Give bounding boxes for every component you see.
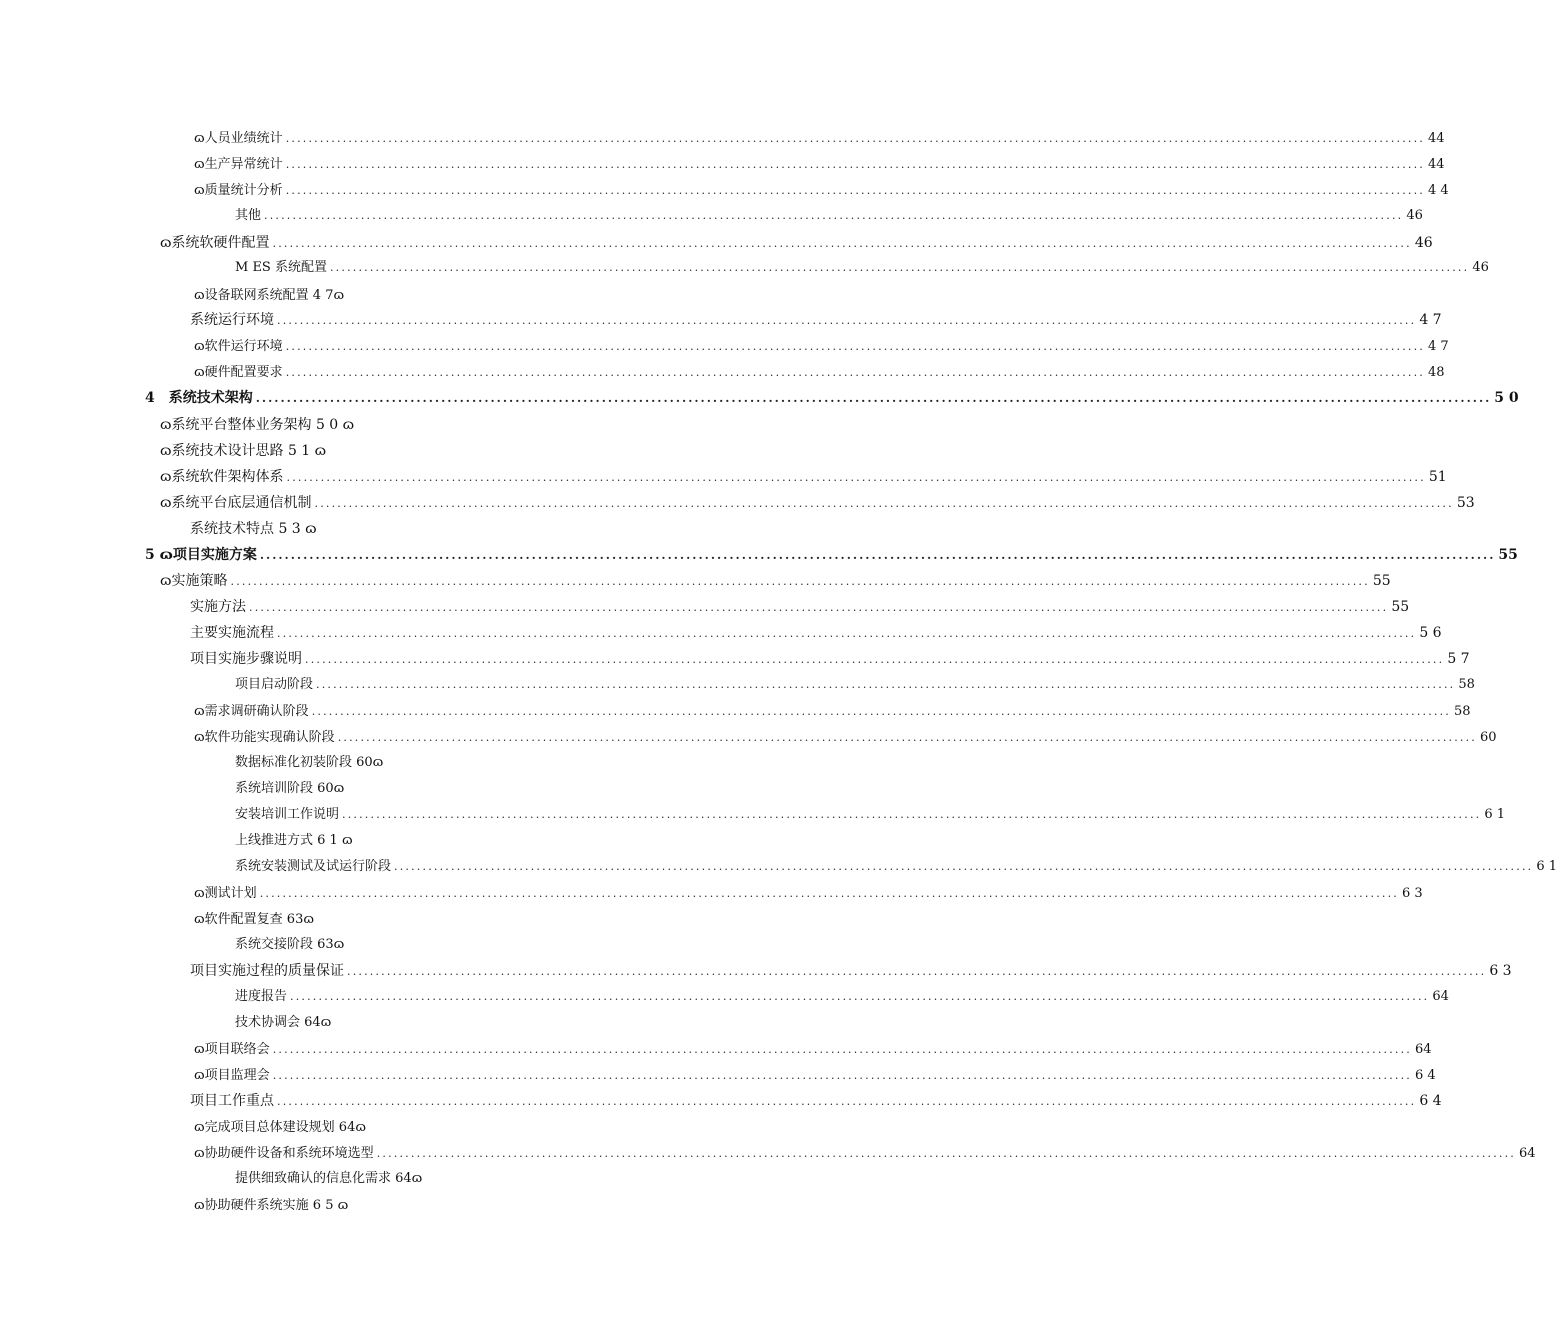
toc-page-number: 46 <box>1414 235 1433 251</box>
toc-page-number: 4 7 <box>1428 339 1449 354</box>
toc-entry-title: 安装培训工作说明 <box>235 807 340 822</box>
toc-dot-leader: ........................................................................................................................................................................................................ <box>285 158 1426 171</box>
toc-entry-title: 系统培训阶段 60ɷ <box>235 781 345 796</box>
toc-entry-title: 系统技术特点 5 3 ɷ <box>190 521 317 537</box>
toc-entry-title: 提供细致确认的信息化需求 64ɷ <box>235 1171 423 1186</box>
toc-entry-title: ɷ系统平台整体业务架构 5 0 ɷ <box>160 417 355 433</box>
toc-entry-title: ɷ项目联络会 <box>194 1042 270 1057</box>
toc-dot-leader: ........................................................................................................................................................................................................ <box>230 575 1370 588</box>
toc-entry[interactable] <box>194 703 1471 721</box>
toc-entry-title: ɷ实施策略 <box>160 573 228 589</box>
toc-page-number: 55 <box>1391 599 1410 615</box>
toc-entry[interactable] <box>160 572 1391 591</box>
toc-entry-title: ɷ系统平台底层通信机制 <box>160 495 312 511</box>
toc-entry[interactable] <box>190 624 1442 643</box>
toc-entry-title: M ES 系统配置 <box>235 260 327 275</box>
toc-page-number: 6 3 <box>1402 886 1423 901</box>
toc-entry[interactable] <box>145 546 1518 564</box>
toc-entry-title: ɷ硬件配置要求 <box>194 365 283 380</box>
toc-entry-title: ɷ生产异常统计 <box>194 157 283 172</box>
toc-entry[interactable] <box>160 468 1447 487</box>
toc-page-number: 46 <box>1472 260 1489 275</box>
toc-entry-title: 系统运行环境 <box>190 312 274 328</box>
toc-entry-title: 5 ɷ项目实施方案 <box>145 547 257 563</box>
toc-entry-title: 系统安装测试及试运行阶段 <box>235 859 392 874</box>
toc-entry[interactable] <box>190 962 1512 981</box>
toc-dot-leader: ........................................................................................................................................................................................................ <box>255 391 1492 405</box>
toc-dot-leader: ........................................................................................................................................................................................................ <box>376 1147 1517 1160</box>
toc-entry-title: ɷ需求调研确认阶段 <box>194 704 309 719</box>
toc-dot-leader: ........................................................................................................................................................................................................ <box>285 340 1426 353</box>
toc-entry[interactable] <box>235 806 1506 824</box>
toc-entry[interactable] <box>194 338 1449 356</box>
toc-entry-title: ɷ质量统计分析 <box>194 183 283 198</box>
toc-entry[interactable] <box>194 1041 1432 1059</box>
toc-entry-title: ɷ完成项目总体建设规划 64ɷ <box>194 1120 367 1135</box>
toc-entry[interactable] <box>235 259 1489 277</box>
toc-entry-title: ɷ测试计划 <box>194 886 257 901</box>
toc-dot-leader: ........................................................................................................................................................................................................ <box>314 497 1454 510</box>
toc-dot-leader: ........................................................................................................................................................................................................ <box>249 601 1389 614</box>
toc-entry-title: 项目实施过程的质量保证 <box>190 963 344 979</box>
toc-dot-leader: ........................................................................................................................................................................................................ <box>264 209 1404 222</box>
toc-entry[interactable] <box>194 1145 1536 1163</box>
toc-page-number: 55 <box>1372 573 1391 589</box>
toc-entry[interactable] <box>190 598 1410 617</box>
toc-dot-leader: ........................................................................................................................................................................................................ <box>277 627 1417 640</box>
toc-entry[interactable] <box>194 729 1497 747</box>
toc-dot-leader: ........................................................................................................................................................................................................ <box>285 132 1426 145</box>
toc-page-number: 4 4 <box>1428 183 1449 198</box>
toc-dot-leader: ........................................................................................................................................................................................................ <box>259 887 1400 900</box>
toc-page-number: 64 <box>1432 989 1449 1004</box>
toc-dot-leader: ........................................................................................................................................................................................................ <box>272 237 1412 250</box>
toc-dot-leader: ........................................................................................................................................................................................................ <box>286 471 1426 484</box>
toc-entry[interactable] <box>160 416 354 434</box>
toc-entry[interactable] <box>194 182 1449 200</box>
toc-dot-leader: ........................................................................................................................................................................................................ <box>305 653 1445 666</box>
toc-entry[interactable] <box>145 389 1519 407</box>
toc-entry[interactable] <box>235 1170 422 1188</box>
toc-page-number: 55 <box>1498 547 1518 563</box>
toc-dot-leader: ........................................................................................................................................................................................................ <box>272 1069 1413 1082</box>
toc-entry-title: 项目工作重点 <box>190 1093 274 1109</box>
toc-entry-title: 项目实施步骤说明 <box>190 651 302 667</box>
toc-page-number: 64 <box>1415 1042 1432 1057</box>
toc-entry[interactable] <box>235 832 353 850</box>
toc-dot-leader: ........................................................................................................................................................................................................ <box>277 314 1417 327</box>
toc-entry-title: 实施方法 <box>190 599 246 615</box>
toc-entry-title: 数据标准化初装阶段 60ɷ <box>235 755 384 770</box>
toc-entry[interactable] <box>235 988 1449 1006</box>
toc-page-number: 58 <box>1458 677 1475 692</box>
toc-entry[interactable] <box>235 936 344 954</box>
toc-page-number: 58 <box>1454 704 1471 719</box>
toc-page-number: 4 7 <box>1419 312 1442 328</box>
toc-page-number: 6 1 <box>1536 859 1557 874</box>
toc-entry[interactable] <box>235 754 383 772</box>
toc-page-number: 6 3 <box>1489 963 1512 979</box>
toc-entry-title: ɷ软件配置复查 63ɷ <box>194 912 315 927</box>
toc-entry-title: 进度报告 <box>235 989 288 1004</box>
toc-dot-leader: ........................................................................................................................................................................................................ <box>347 965 1487 978</box>
toc-page-number: 64 <box>1519 1146 1536 1161</box>
toc-page-number: 48 <box>1428 365 1445 380</box>
toc-page-number: 6 4 <box>1415 1068 1436 1083</box>
toc-dot-leader: ........................................................................................................................................................................................................ <box>337 731 1478 744</box>
toc-entry-title: ɷ协助硬件设备和系统环境选型 <box>194 1146 374 1161</box>
toc-entry[interactable] <box>190 1092 1442 1111</box>
toc-entry[interactable] <box>235 676 1475 694</box>
toc-entry-title: ɷ设备联网系统配置 4 7ɷ <box>194 288 345 303</box>
toc-entry[interactable] <box>194 1067 1436 1085</box>
toc-entry[interactable] <box>194 130 1445 148</box>
toc-entry-title: 上线推进方式 6 1 ɷ <box>235 833 353 848</box>
toc-dot-leader: ........................................................................................................................................................................................................ <box>316 678 1456 691</box>
toc-dot-leader: ........................................................................................................................................................................................................ <box>277 1095 1417 1108</box>
toc-entry-title: ɷ协助硬件系统实施 6 5 ɷ <box>194 1198 349 1213</box>
toc-entry-title: ɷ软件功能实现确认阶段 <box>194 730 335 745</box>
toc-dot-leader: ........................................................................................................................................................................................................ <box>259 548 1496 562</box>
toc-page-number: 6 4 <box>1419 1093 1442 1109</box>
toc-entry[interactable] <box>235 1014 331 1032</box>
toc-page-number: 60 <box>1480 730 1497 745</box>
toc-entry-title: ɷ软件运行环境 <box>194 339 283 354</box>
toc-entry[interactable] <box>190 520 317 538</box>
toc-entry[interactable] <box>190 650 1470 669</box>
toc-page-number: 51 <box>1428 469 1447 485</box>
toc-entry-title: ɷ系统软件架构体系 <box>160 469 284 485</box>
toc-entry[interactable] <box>194 911 314 929</box>
toc-entry-title: 技术协调会 64ɷ <box>235 1015 332 1030</box>
toc-entry[interactable] <box>160 442 326 460</box>
toc-entry-title: ɷ项目监理会 <box>194 1068 270 1083</box>
toc-entry[interactable] <box>194 1197 348 1215</box>
toc-dot-leader: ........................................................................................................................................................................................................ <box>311 705 1452 718</box>
toc-entry[interactable] <box>160 494 1475 513</box>
toc-page-number: 46 <box>1406 208 1423 223</box>
toc-entry-title: ɷ系统软硬件配置 <box>160 235 270 251</box>
toc-entry-title: 4 系统技术架构 <box>145 390 253 406</box>
toc-page-number: 44 <box>1428 131 1445 146</box>
toc-entry[interactable] <box>235 858 1557 876</box>
toc-page-number: 5 7 <box>1447 651 1470 667</box>
toc-dot-leader: ........................................................................................................................................................................................................ <box>285 366 1426 379</box>
toc-page-number: 53 <box>1456 495 1475 511</box>
toc-entry[interactable] <box>194 287 344 305</box>
toc-entry[interactable] <box>194 1119 366 1137</box>
toc-page-number: 6 1 <box>1484 807 1506 822</box>
toc-entry[interactable] <box>160 234 1433 253</box>
toc-page-number: 5 6 <box>1419 625 1442 641</box>
toc-dot-leader: ........................................................................................................................................................................................................ <box>290 990 1430 1003</box>
toc-dot-leader: ........................................................................................................................................................................................................ <box>285 184 1426 197</box>
toc-entry-title: 系统交接阶段 63ɷ <box>235 937 345 952</box>
toc-entry[interactable] <box>194 885 1423 903</box>
toc-entry[interactable] <box>190 311 1442 330</box>
toc-page-number: 44 <box>1428 157 1445 172</box>
toc-dot-leader: ........................................................................................................................................................................................................ <box>394 860 1534 873</box>
toc-entry-title: ɷ系统技术设计思路 5 1 ɷ <box>160 443 327 459</box>
toc-page-number: 5 0 <box>1494 390 1519 406</box>
toc-entry-title: 主要实施流程 <box>190 625 274 641</box>
toc-dot-leader: ........................................................................................................................................................................................................ <box>342 808 1482 821</box>
toc-entry-title: 项目启动阶段 <box>235 677 314 692</box>
toc-entry-title: 其他 <box>235 208 262 223</box>
toc-entry-title: ɷ人员业绩统计 <box>194 131 283 146</box>
toc-entry[interactable] <box>235 780 344 798</box>
toc-dot-leader: ........................................................................................................................................................................................................ <box>272 1043 1413 1056</box>
toc-entry[interactable] <box>194 156 1445 174</box>
toc-entry[interactable] <box>235 207 1423 225</box>
toc-dot-leader: ........................................................................................................................................................................................................ <box>329 261 1470 274</box>
toc-entry[interactable] <box>194 364 1445 382</box>
